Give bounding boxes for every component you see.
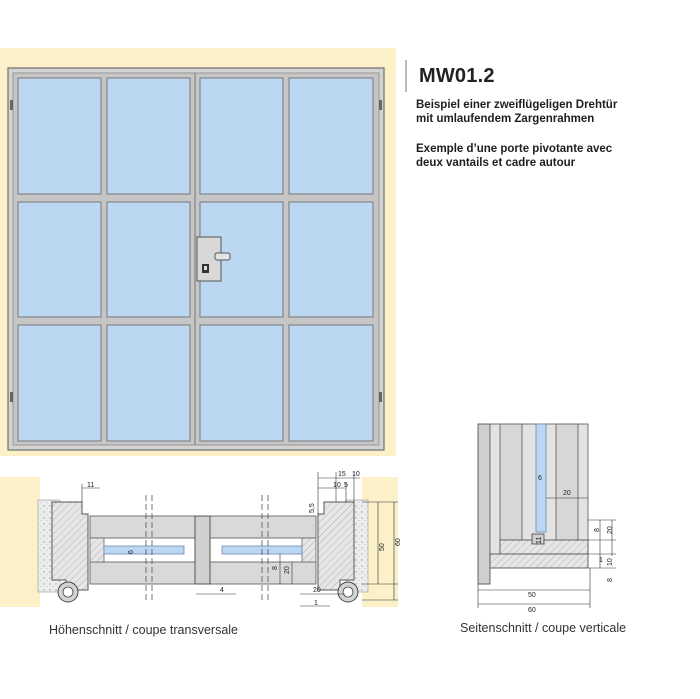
- vdim-60: 60: [528, 607, 536, 614]
- dim-60: 60: [395, 538, 402, 546]
- leaf-right-top: [210, 516, 316, 538]
- leaf-left-bottom: [90, 562, 195, 584]
- glass-pane: [18, 78, 101, 194]
- vertical-section: [478, 424, 616, 614]
- vdim-8b: 8: [607, 578, 614, 582]
- vdim-10: 10: [607, 558, 614, 566]
- description-line: mit umlaufendem Zargenrahmen: [416, 113, 595, 125]
- hinge-left-pin: [63, 587, 73, 597]
- vertical-profile-right: [556, 424, 578, 542]
- hinge: [10, 100, 13, 110]
- glass-pane: [289, 202, 373, 317]
- dim-glass-right: 8: [272, 566, 279, 570]
- caption-vertical-section: Seitenschnitt / coupe verticale: [460, 621, 627, 635]
- glass-pane: [18, 202, 101, 317]
- vdim-8: 8: [594, 528, 601, 532]
- horizontal-section: [0, 471, 402, 607]
- dim-11: 11: [87, 482, 95, 489]
- dim-5: 5: [344, 482, 348, 489]
- glass-pane: [107, 78, 190, 194]
- dim-4: 4: [220, 587, 224, 594]
- frame-profile-right: [318, 502, 354, 590]
- description-french: [416, 142, 686, 170]
- vertical-floor: [490, 554, 588, 568]
- dim-20: 20: [313, 587, 321, 594]
- vdim-11: 11: [536, 536, 543, 544]
- leaf-right-bottom: [210, 562, 316, 584]
- glass-pane: [289, 78, 373, 194]
- vdim-50: 50: [528, 592, 536, 599]
- dim-inner-20: 20: [284, 566, 291, 574]
- leaf-left-top: [90, 516, 195, 538]
- vertical-wall: [478, 424, 490, 584]
- wall-left: [0, 477, 40, 607]
- center-stile: [195, 516, 210, 584]
- dim-5-5: 5,5: [309, 503, 316, 513]
- title-accent-bar: [405, 60, 407, 92]
- description-line: Exemple d’une porte pivotante avec: [416, 143, 613, 155]
- leaf-right-web: [302, 538, 316, 562]
- vdim-20-top: 20: [563, 490, 571, 497]
- glass-pane: [107, 325, 190, 441]
- glass-pane: [200, 325, 283, 441]
- hinge-right-pin: [343, 587, 353, 597]
- product-code: MW01.2: [419, 65, 495, 87]
- leaf-left-web: [90, 538, 104, 562]
- dim-glass-left: 6: [128, 550, 135, 554]
- dim-10b: 10: [333, 482, 341, 489]
- hinge: [10, 392, 13, 402]
- dim-50: 50: [379, 543, 386, 551]
- hinge: [379, 392, 382, 402]
- glass-pane: [107, 202, 190, 317]
- vdim-20: 20: [607, 526, 614, 534]
- dim-10a: 10: [352, 471, 360, 478]
- description-german: [416, 98, 686, 126]
- caption-horizontal-section: Höhenschnitt / coupe transversale: [49, 623, 238, 637]
- door-elevation: [0, 48, 396, 456]
- description-line: Beispiel einer zweiflügeligen Drehtür: [416, 99, 618, 111]
- vdim-6: 6: [538, 475, 542, 482]
- glass-pane: [18, 325, 101, 441]
- glass-section-left: [104, 546, 184, 554]
- glass-pane: [289, 325, 373, 441]
- hinge: [379, 100, 382, 110]
- glass-pane: [200, 78, 283, 194]
- dim-1: 1: [314, 600, 318, 607]
- vertical-profile-left: [500, 424, 522, 542]
- vdim-1: 1: [599, 557, 603, 564]
- dim-15: 15: [338, 471, 346, 478]
- description-line: deux vantails et cadre autour: [416, 157, 576, 169]
- frame-profile-left: [52, 502, 88, 590]
